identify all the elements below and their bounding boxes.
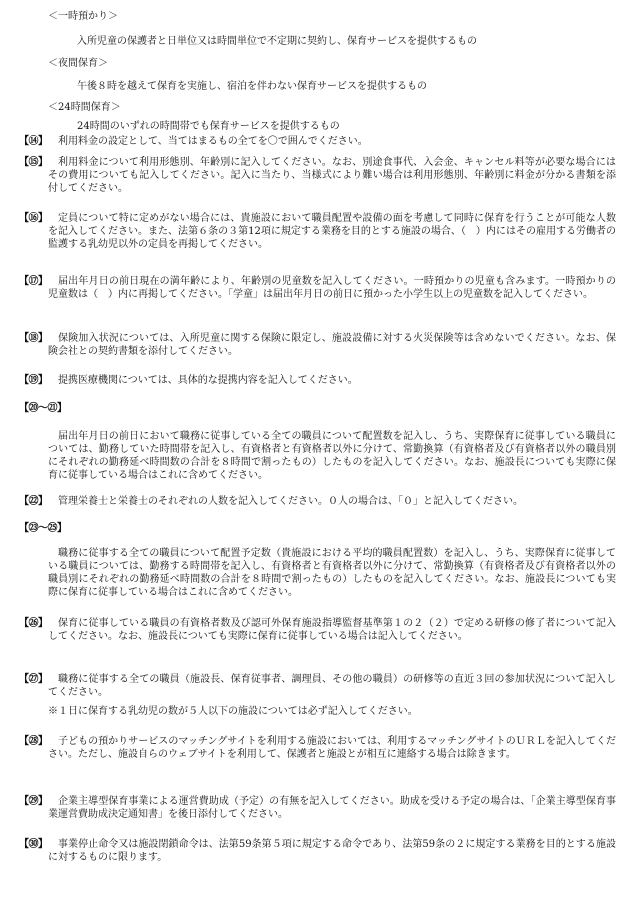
item-text-29: 企業主導型保育事業による運営費助成（予定）の有無を記入してください。助成を受ける予定の場合は、「企業主導型保育事業運営費助成決定通知書」を後日添付してください。 bbox=[48, 796, 616, 820]
item-text-16: 定員について特に定めがない場合には、貴施設において職員配置や設備の面を考慮して同時に保育を行うことが可能な人数を記入してください。また、法第６条の３第12項に規定する業務を目的とする施設の場合、（ ）内にはその雇用する労働者の監護する乳幼児以外の定員を再掲してください。 bbox=[48, 213, 616, 250]
item-text-23-25: 職務に従事する全ての職員について配置予定数（貴施設における平均的職員配置数）を記入し、うち、実際保育に従事している職員については、勤務する時間帯を記入し、有資格者と有資格者以外に分けて、常勤換算（有資格者及び有資格者以外の職員別にそれぞれの勤務延べ時間数の合計を８時間で割ったもの）したものを記入してください。なお、施設長についても実際に保育に従事している場合はこれに含めてください。 bbox=[48, 548, 616, 598]
item-text-26: 保育に従事している職員の有資格者数及び認可外保育施設指導監督基準第１の２（２）で定める研修の修了者について記入してください。なお、施設長についても実際に保育に従事している場合は記入してください。 bbox=[48, 618, 616, 642]
item-marker-20-21: 【⑳～㉑】 bbox=[19, 403, 67, 414]
item-marker-15: 【⑮】 bbox=[19, 157, 48, 168]
item-text-20-21: 届出年月日の前日において職務に従事している全ての職員について配置数を記入し、うち、実際保育に従事している職員については、勤務していた時間帯を記入し、有資格者と有資格者以外に分けて、常勤換算（有資格者及び有資格者以外の職員別にそれぞれの勤務延べ時間数の合計を８時間で割ったもの）したものを記入してください。なお、施設長についても実際に保育に従事している場合はこれに含めてください。 bbox=[48, 431, 616, 481]
item-text-17: 届出年月日の前日現在の満年齢により、年齢別の児童数を記入してください。一時預かりの児童も含みます。一時預かりの児童数は（ ）内に再掲してください。「学童」は届出年月日の前日に預かった小学生以上の児童数を記入してください。 bbox=[48, 276, 616, 300]
item-text-18: 保険加入状況については、入所児童に関する保険に限定し、施設設備に対する火災保険等は含めないでください。なお、保険会社との契約書類を添付してください。 bbox=[48, 333, 616, 357]
item-marker-17: 【⑰】 bbox=[19, 276, 48, 287]
item-text-28: 子どもの預かりサービスのマッチングサイトを利用する施設においては、利用するマッチングサイトのＵＲＬを記入してください。ただし、施設自らのウェブサイトを利用して、保護者と施設とが相互に連絡する場合は除きます。 bbox=[48, 736, 616, 760]
item-marker-30: 【㉚】 bbox=[19, 839, 48, 850]
item-marker-19: 【⑲】 bbox=[19, 375, 48, 386]
item-text-14: 利用料金の設定として、当てはまるもの全てを〇で囲んでください。 bbox=[58, 136, 368, 147]
item-marker-14: 【⑭】 bbox=[19, 136, 48, 147]
item-text-27: 職務に従事する全ての職員（施設長、保育従事者、調理員、その他の職員）の研修等の直近３回の参加状況について記入してください。 bbox=[48, 674, 616, 698]
definition-text-night: 午後８時を越えて保育を実施し、宿泊を伴わない保育サービスを提供するもの bbox=[77, 81, 427, 92]
item-note-27: ※１日に保育する乳幼児の数が５人以下の施設については必ず記入してください。 bbox=[48, 706, 418, 717]
item-marker-22: 【㉒】 bbox=[19, 496, 48, 507]
definition-text-temporary: 入所児童の保護者と日単位又は時間単位で不定期に契約し、保育サービスを提供するもの bbox=[77, 36, 477, 47]
item-marker-18: 【⑱】 bbox=[19, 333, 48, 344]
definition-heading-temporary: ＜一時預かり＞ bbox=[48, 11, 118, 22]
item-text-30: 事業停止命令又は施設閉鎖命令は、法第59条第５項に規定する命令であり、法第59条の２に規定する業務を目的とする施設に対するものに限ります。 bbox=[48, 839, 616, 863]
item-text-22: 管理栄養士と栄養士のそれぞれの人数を記入してください。０人の場合は、「０」と記入してください。 bbox=[58, 496, 523, 507]
item-marker-27: 【㉗】 bbox=[19, 674, 48, 685]
item-text-19: 提携医療機関については、具体的な提携内容を記入してください。 bbox=[58, 375, 358, 386]
definition-heading-night: ＜夜間保育＞ bbox=[48, 58, 108, 69]
definition-text-24h: 24時間のいずれの時間帯でも保育サービスを提供するもの bbox=[77, 121, 340, 132]
item-marker-28: 【㉘】 bbox=[19, 736, 48, 747]
item-marker-16: 【⑯】 bbox=[19, 213, 48, 224]
item-marker-26: 【㉖】 bbox=[19, 618, 48, 629]
item-marker-23-25: 【㉓～㉕】 bbox=[19, 523, 67, 534]
item-marker-29: 【㉙】 bbox=[19, 796, 48, 807]
definition-heading-24h: ＜24時間保育＞ bbox=[48, 102, 121, 113]
item-text-15: 利用料金について利用形態別、年齢別に記入してください。なお、別途食事代、入会金、キャンセル料等が必要な場合にはその費用についても記入してください。記入に当たり、当様式により難い場合は利用形態別、年齢別に料金が分かる書類を添付してください。 bbox=[48, 157, 616, 194]
